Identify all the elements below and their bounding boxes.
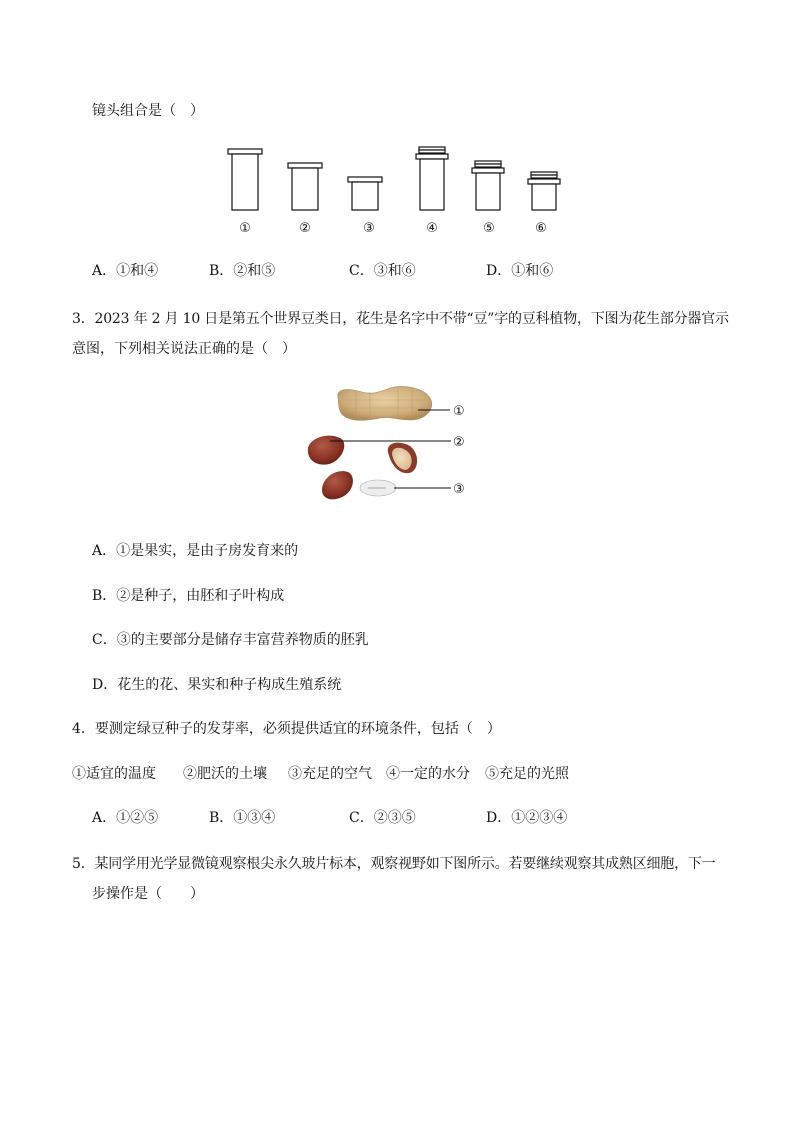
q3-option-a: A．①是果实，是由子房发育来的	[92, 543, 299, 559]
q4-option-a: A．①②⑤	[92, 810, 159, 826]
q4-option-d: D．①②③④	[486, 810, 568, 826]
q2-option-c: C．③和⑥	[349, 263, 416, 279]
q4-stem: 4．要测定绿豆种子的发芽率，必须提供适宜的环境条件，包括（ ）	[72, 721, 501, 737]
peanut-label-1: ①	[453, 404, 465, 419]
q2-option-d: D．①和⑥	[486, 263, 554, 279]
q3-option-b: B．②是种子，由胚和子叶构成	[92, 588, 285, 604]
q4-option-b: B．①③④	[209, 810, 276, 826]
q2-option-b: B．②和⑤	[209, 263, 276, 279]
q4-condition-5: ⑤充足的光照	[485, 766, 569, 782]
q5-stem-line-2: 步操作是（ ）	[92, 886, 204, 902]
peanut-label-2: ②	[453, 435, 465, 450]
lens-label-1: ①	[239, 221, 251, 236]
lens-label-3: ③	[363, 221, 375, 236]
q2-stem-tail: 镜头组合是（ ）	[92, 103, 204, 119]
q4-condition-1: ①适宜的温度	[72, 766, 156, 782]
q3-stem-line-1: 3．2023 年 2 月 10 日是第五个世界豆类日，花生是名字中不带“豆”字的豆科植物，下图为花生部分器官示	[72, 311, 729, 327]
q2-option-a: A．①和④	[92, 263, 159, 279]
q4-condition-3: ③充足的空气	[288, 766, 372, 782]
q4-condition-2: ②肥沃的土壤	[183, 766, 267, 782]
peanut-seed-lower	[322, 471, 353, 499]
q3-option-d: D．花生的花、果实和种子构成生殖系统	[92, 677, 342, 693]
peanut-seed-red	[308, 436, 344, 465]
peanut-shell	[338, 386, 432, 420]
q3-stem-line-2: 意图，下列相关说法正确的是（ ）	[72, 341, 296, 357]
lens-label-2: ②	[299, 221, 311, 236]
peanut-label-3: ③	[453, 482, 465, 497]
q5-stem-line-1: 5．某同学用光学显微镜观察根尖永久玻片标本，观察视野如下图所示。若要继续观察其成熟区细胞，下一	[72, 856, 716, 872]
lens-label-5: ⑤	[483, 221, 495, 236]
q4-option-c: C．②③⑤	[349, 810, 416, 826]
q4-condition-4: ④一定的水分	[386, 766, 470, 782]
lens-label-4: ④	[426, 221, 438, 236]
lens-label-6: ⑥	[535, 221, 547, 236]
q3-option-c: C．③的主要部分是储存丰富营养物质的胚乳	[92, 632, 369, 648]
